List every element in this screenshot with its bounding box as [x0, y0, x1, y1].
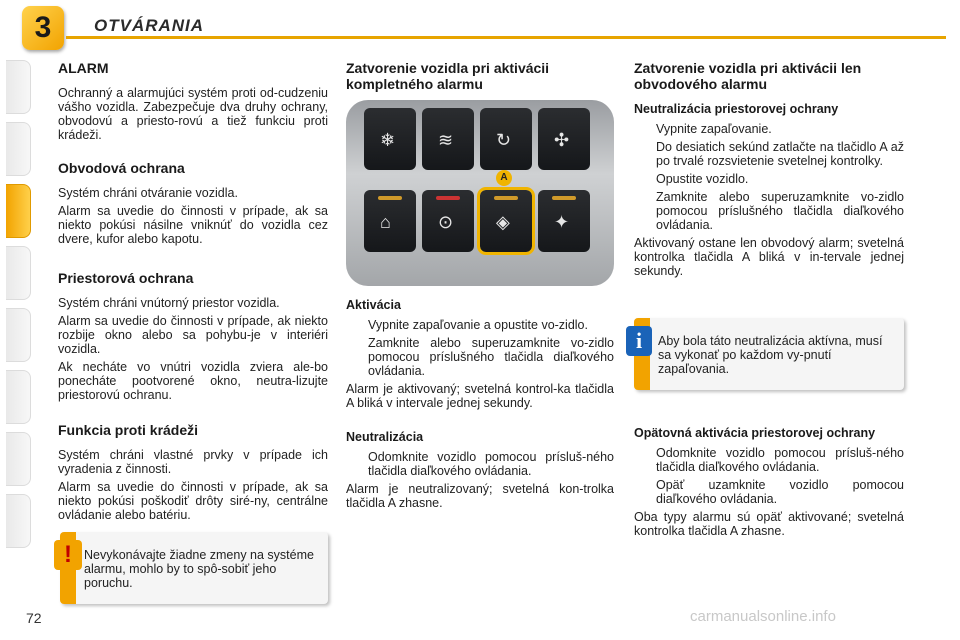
column-right-lower	[634, 426, 904, 542]
page-header	[0, 0, 960, 54]
warning-text: Nevykonávajte žiadne zmeny na systéme alarmu, mohlo by to spô-sobiť jeho poruchu.	[84, 548, 314, 590]
paragraph: Alarm je aktivovaný; svetelná kontrol-ka tlačidla A bliká v intervale jednej sekundy.	[346, 382, 614, 410]
chapter-title: OTVÁRANIA	[94, 16, 205, 35]
section-title-antitheft: Funkcia proti krádeži	[58, 422, 199, 438]
list-item: Zamknite alebo superuzamknite vo-zidlo pomocou príslušného tlačidla diaľkového ovládania.	[634, 190, 904, 232]
paragraph: Alarm sa uvedie do činnosti v prípade, ak sa niekto pokúsi násilne vniknúť do vozidla cez dvere, kufor alebo kapotu.	[58, 204, 328, 246]
paragraph: Alarm sa uvedie do činnosti v prípade, ak sa niekto pokúsi poškodiť drôty siré-ny, centrálne ovládanie alebo batériu.	[58, 480, 328, 522]
panel-button	[538, 108, 590, 170]
callout-a: A	[496, 170, 512, 186]
column-right	[634, 60, 904, 282]
lock-icon: ⊙	[438, 212, 454, 232]
column-middle-lower	[346, 298, 614, 514]
hand-pointer-icon	[634, 122, 656, 136]
hand-pointer-icon	[634, 478, 656, 506]
side-tab-active[interactable]	[6, 184, 31, 238]
watermark: carmanualsonline.info	[690, 608, 836, 625]
fan-icon: ✣	[554, 130, 570, 150]
hand-pointer-icon	[634, 190, 656, 232]
panel-button	[364, 190, 416, 252]
side-tab-strip	[0, 60, 30, 556]
list-item: Odomknite vozidlo pomocou prísluš-ného tlačidla diaľkového ovládania.	[346, 450, 614, 478]
alarm-button-a	[480, 190, 532, 252]
child-lock-icon: ✦	[554, 212, 570, 232]
panel-button	[480, 108, 532, 170]
column-middle	[346, 60, 614, 102]
warning-icon: !	[54, 540, 82, 570]
side-tab[interactable]	[6, 60, 31, 114]
hand-pointer-icon	[634, 140, 656, 168]
section-title-full-alarm: Zatvorenie vozidla pri aktivácii kompletného alarmu	[346, 60, 550, 92]
button-row-bottom	[364, 190, 596, 252]
subtitle-reactivation: Opätovná aktivácia priestorovej ochrany	[634, 426, 876, 440]
warning-note	[60, 532, 328, 604]
alarm-off-icon: ◈	[496, 212, 510, 232]
header-rule	[66, 36, 946, 39]
paragraph: Ak necháte vo vnútri vozidla zviera ale-bo ponecháte pootvorené okno, neutra-lizujte priestorovú ochranu.	[58, 360, 328, 402]
recirculation-icon: ↻	[496, 130, 512, 150]
side-tab[interactable]	[6, 122, 31, 176]
column-left	[58, 60, 328, 526]
info-icon: i	[626, 326, 652, 356]
page-number: 72	[26, 610, 42, 626]
side-tab[interactable]	[6, 432, 31, 486]
hand-pointer-icon	[346, 450, 368, 478]
button-row-top	[364, 108, 596, 170]
chapter-badge: 3	[22, 6, 64, 50]
panel-button	[364, 108, 416, 170]
list-item: Do desiatich sekúnd zatlačte na tlačidlo A až po trvalé rozsvietenie svetelnej kontrolky.	[634, 140, 904, 168]
paragraph: Oba typy alarmu sú opäť aktivované; svetelná kontrolka tlačidla A zhasne.	[634, 510, 904, 538]
section-title-perimeter-only: Zatvorenie vozidla pri aktivácii len obvodového alarmu	[634, 60, 862, 92]
side-tab[interactable]	[6, 308, 31, 362]
section-title-interior: Priestorová ochrana	[58, 270, 194, 286]
hand-pointer-icon	[346, 318, 368, 332]
list-item: Opustite vozidlo.	[634, 172, 904, 186]
section-title-alarm: ALARM	[58, 60, 109, 76]
info-note	[634, 318, 904, 390]
hand-pointer-icon	[346, 336, 368, 378]
subtitle-interior-neutralization: Neutralizácia priestorovej ochrany	[634, 102, 839, 116]
hand-pointer-icon	[634, 172, 656, 186]
list-item: Opäť uzamknite vozidlo pomocou diaľkového ovládania.	[634, 478, 904, 506]
panel-button	[422, 108, 474, 170]
paragraph: Ochranný a alarmujúci systém proti od-cudzeniu vášho vozidla. Zabezpečuje dva druhy ochrany, obvodovú a priesto-rovú a tiež funkciu proti krádeži.	[58, 86, 328, 142]
paragraph: Alarm je neutralizovaný; svetelná kon-trolka tlačidla A zhasne.	[346, 482, 614, 510]
paragraph: Alarm sa uvedie do činnosti v prípade, ak niekto rozbije okno alebo sa pohybu-je v interiéri vozidla.	[58, 314, 328, 356]
esp-off-icon: ⌂	[380, 212, 391, 232]
subtitle-neutralization: Neutralizácia	[346, 430, 424, 444]
list-item: Odomknite vozidlo pomocou prísluš-ného tlačidla diaľkového ovládania.	[634, 446, 904, 474]
subtitle-activation: Aktivácia	[346, 298, 401, 312]
paragraph: Systém chráni vlastné prvky v prípade ich vyradenia z činnosti.	[58, 448, 328, 476]
dashboard-button-photo	[346, 100, 614, 286]
panel-button	[422, 190, 474, 252]
side-tab[interactable]	[6, 246, 31, 300]
section-title-perimeter: Obvodová ochrana	[58, 160, 185, 176]
list-item: Zamknite alebo superuzamknite vo-zidlo pomocou príslušného tlačidla diaľkového ovládania.	[346, 336, 614, 378]
hand-pointer-icon	[634, 446, 656, 474]
paragraph: Systém chráni vnútorný priestor vozidla.	[58, 296, 280, 310]
info-text: Aby bola táto neutralizácia aktívna, musí sa vykonať po každom vy-pnutí zapaľovania.	[658, 334, 883, 376]
paragraph: Aktivovaný ostane len obvodový alarm; svetelná kontrolka tlačidla A bliká v in-tervale jednej sekundy.	[634, 236, 904, 278]
defrost-icon: ❄	[380, 130, 396, 150]
list-item: Vypnite zapaľovanie a opustite vo-zidlo.	[346, 318, 614, 332]
panel-button	[538, 190, 590, 252]
side-tab[interactable]	[6, 370, 31, 424]
paragraph: Systém chráni otváranie vozidla.	[58, 186, 238, 200]
side-tab[interactable]	[6, 494, 31, 548]
windscreen-icon: ≋	[438, 130, 454, 150]
list-item: Vypnite zapaľovanie.	[634, 122, 904, 136]
